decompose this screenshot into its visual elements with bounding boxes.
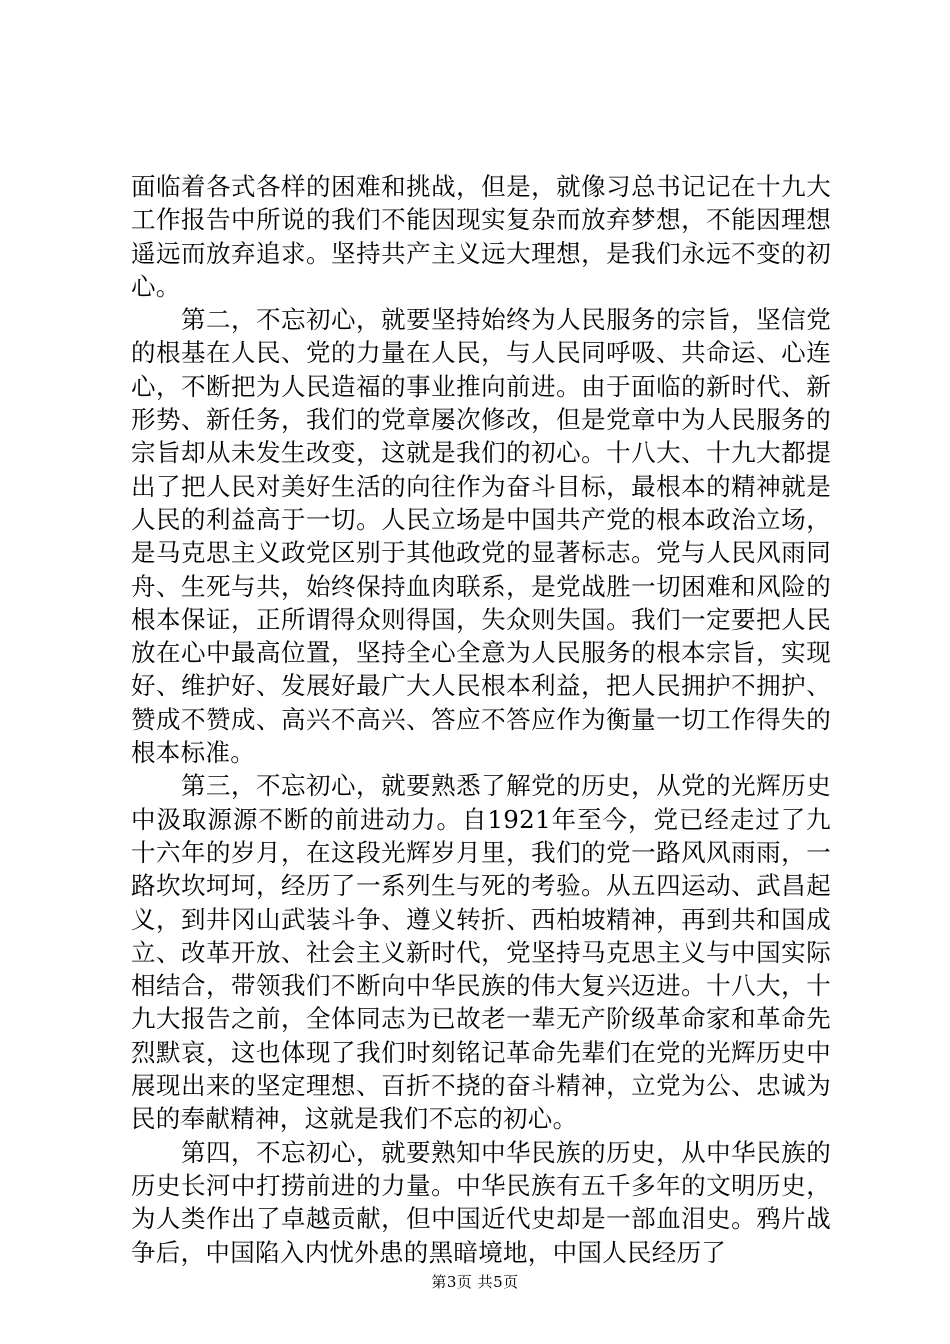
page-footer: 第3页 共5页 <box>431 1273 519 1291</box>
paragraph-second-point: 第二，不忘初心，就要坚持始终为人民服务的宗旨，坚信党的根基在人民、党的力量在人民，与人民同呼吸、共命运、心连心，不断把为人民造福的事业推向前进。由于面临的新时代、新形势、新任务，我们的党章屡次修改，但是党章中为人民服务的宗旨却从未发生改变，这就是我们的初心。十八大、十九大都提出了把人民对美好生活的向往作为奋斗目标，最根本的精神就是人民的利益高于一切。人民立场是中国共产党的根本政治立场，是马克思主义政党区别于其他政党的显著标志。党与人民风雨同舟、生死与共，始终保持血肉联系，是党战胜一切困难和风险的根本保证，正所谓得众则得国，失众则失国。我们一定要把人民放在心中最高位置，坚持全心全意为人民服务的根本宗旨，实现好、维护好、发展好最广大人民根本利益，把人民拥护不拥护、赞成不赞成、高兴不高兴、答应不答应作为衡量一切工作得失的根本标准。 <box>131 305 831 768</box>
paragraph-continuation: 面临着各式各样的困难和挑战，但是，就像习总书记记在十九大工作报告中所说的我们不能因现实复杂而放弃梦想，不能因理想遥远而放弃追求。坚持共产主义远大理想，是我们永远不变的初心。 <box>131 172 831 301</box>
paragraph-fourth-point: 第四，不忘初心，就要熟知中华民族的历史，从中华民族的历史长河中打捞前进的力量。中华民族有五千多年的文明历史，为人类作出了卓越贡献，但中国近代史却是一部血泪史。鸦片战争后，中国陷入内忧外患的黑暗境地，中国人民经历了 <box>131 1137 831 1267</box>
document-body <box>131 170 831 1269</box>
paragraph-third-point: 第三，不忘初心，就要熟悉了解党的历史，从党的光辉历史中汲取源源不断的前进动力。自1921年至今，党已经走过了九十六年的岁月，在这段光辉岁月里，我们的党一路风风雨雨，一路坎坎坷坷，经历了一系列生与死的考验。从五四运动、武昌起义，到井冈山武装斗争、遵义转折、西柏坡精神，再到共和国成立、改革开放、社会主义新时代，党坚持马克思主义与中国实际相结合，带领我们不断向中华民族的伟大复兴迈进。十八大，十九大报告之前，全体同志为已故老一辈无产阶级革命家和革命先烈默哀，这也体现了我们时刻铭记革命先辈们在党的光辉历史中展现出来的坚定理想、百折不挠的奋斗精神，立党为公、忠诚为民的奉献精神，这就是我们不忘的初心。 <box>131 771 831 1134</box>
